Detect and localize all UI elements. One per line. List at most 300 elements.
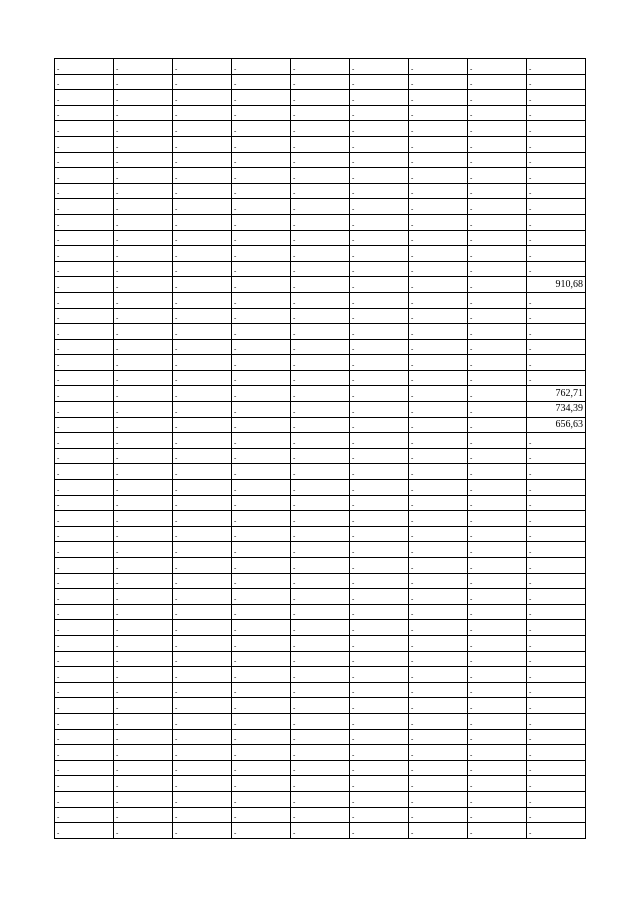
table-row xyxy=(55,635,586,651)
table-row xyxy=(55,308,586,324)
table-cell: - xyxy=(55,791,114,807)
table-row xyxy=(55,152,586,168)
table-cell: - xyxy=(409,651,468,667)
table-cell: - xyxy=(468,152,527,168)
table-row xyxy=(55,464,586,480)
table-cell: - xyxy=(232,261,291,277)
table-cell: - xyxy=(409,573,468,589)
table-cell: - xyxy=(409,121,468,137)
table-row xyxy=(55,277,586,293)
table-cell: - xyxy=(527,292,586,308)
table-row xyxy=(55,651,586,667)
table-cell: - xyxy=(291,370,350,386)
table-cell: - xyxy=(409,355,468,371)
table-cell: - xyxy=(409,558,468,574)
table-cell: - xyxy=(173,526,232,542)
table-cell: - xyxy=(468,807,527,823)
table-cell: - xyxy=(114,105,173,121)
table-row xyxy=(55,495,586,511)
table-cell: - xyxy=(350,324,409,340)
table-cell: - xyxy=(409,635,468,651)
table-cell: - xyxy=(291,542,350,558)
table-cell: - xyxy=(350,558,409,574)
table-cell: - xyxy=(55,620,114,636)
table-cell: - xyxy=(468,558,527,574)
table-cell: - xyxy=(55,199,114,215)
table-cell: - xyxy=(232,682,291,698)
table-cell: - xyxy=(350,573,409,589)
table-cell: - xyxy=(409,90,468,106)
table-cell: - xyxy=(232,745,291,761)
table-cell: - xyxy=(350,433,409,449)
table-cell: - xyxy=(114,417,173,433)
table-cell: - xyxy=(173,511,232,527)
table-cell: - xyxy=(173,682,232,698)
table-cell: - xyxy=(468,230,527,246)
table-cell: - xyxy=(468,339,527,355)
table-cell: - xyxy=(114,59,173,75)
table-cell: - xyxy=(232,339,291,355)
table-row xyxy=(55,791,586,807)
table-cell: - xyxy=(350,261,409,277)
table-cell: - xyxy=(468,448,527,464)
table-cell: - xyxy=(173,713,232,729)
table-row xyxy=(55,776,586,792)
table-cell: - xyxy=(173,90,232,106)
table-cell: - xyxy=(173,355,232,371)
table-cell: - xyxy=(350,246,409,262)
table-cell: - xyxy=(409,698,468,714)
table-cell: - xyxy=(350,464,409,480)
table-cell: - xyxy=(409,339,468,355)
table-cell: - xyxy=(468,386,527,402)
table-cell: - xyxy=(114,308,173,324)
table-cell: - xyxy=(527,121,586,137)
table-cell: - xyxy=(409,433,468,449)
table-cell: - xyxy=(350,480,409,496)
table-cell: - xyxy=(232,152,291,168)
table-cell: - xyxy=(232,214,291,230)
table-cell: - xyxy=(468,402,527,418)
table-cell: - xyxy=(55,246,114,262)
table-cell: - xyxy=(173,589,232,605)
table-cell: - xyxy=(114,183,173,199)
table-cell: - xyxy=(291,433,350,449)
table-cell: - xyxy=(55,339,114,355)
table-row xyxy=(55,620,586,636)
table-row xyxy=(55,682,586,698)
table-cell: - xyxy=(232,277,291,293)
table-cell: - xyxy=(291,495,350,511)
table-cell: - xyxy=(291,199,350,215)
table-cell: - xyxy=(350,511,409,527)
table-cell: - xyxy=(468,698,527,714)
table-cell: - xyxy=(55,573,114,589)
table-cell: - xyxy=(291,417,350,433)
table-cell: - xyxy=(55,558,114,574)
table-cell: - xyxy=(350,199,409,215)
table-cell: - xyxy=(409,480,468,496)
table-cell: - xyxy=(468,370,527,386)
table-cell: - xyxy=(55,542,114,558)
table-cell: - xyxy=(55,604,114,620)
table-cell: - xyxy=(350,168,409,184)
table-cell: - xyxy=(468,635,527,651)
table-cell: - xyxy=(409,277,468,293)
table-cell: - xyxy=(291,776,350,792)
table-cell: - xyxy=(291,246,350,262)
table-cell: - xyxy=(232,136,291,152)
table-cell: - xyxy=(232,386,291,402)
table-cell: - xyxy=(291,277,350,293)
table-cell: - xyxy=(55,713,114,729)
table-cell: - xyxy=(232,698,291,714)
table-cell: - xyxy=(114,402,173,418)
table-cell: - xyxy=(114,511,173,527)
table-row xyxy=(55,230,586,246)
table-cell: - xyxy=(350,105,409,121)
table-row xyxy=(55,480,586,496)
table-cell: - xyxy=(527,667,586,683)
table-cell: - xyxy=(527,199,586,215)
table-cell: - xyxy=(350,183,409,199)
table-cell: - xyxy=(114,745,173,761)
table-cell: - xyxy=(350,713,409,729)
table-cell: - xyxy=(55,651,114,667)
table-row xyxy=(55,386,586,402)
table-body xyxy=(55,59,586,839)
table-row xyxy=(55,402,586,418)
table-row xyxy=(55,136,586,152)
table-cell: - xyxy=(173,760,232,776)
table-cell: - xyxy=(55,402,114,418)
table-cell: - xyxy=(55,823,114,839)
table-cell: - xyxy=(291,573,350,589)
table-cell: - xyxy=(232,776,291,792)
table-cell: - xyxy=(114,324,173,340)
table-cell: - xyxy=(232,402,291,418)
table-row xyxy=(55,713,586,729)
table-row xyxy=(55,355,586,371)
table-cell: - xyxy=(173,214,232,230)
table-cell: - xyxy=(232,620,291,636)
table-cell: - xyxy=(409,136,468,152)
table-cell: - xyxy=(350,152,409,168)
table-cell: - xyxy=(291,464,350,480)
table-cell: - xyxy=(468,604,527,620)
table-cell: - xyxy=(409,168,468,184)
table-cell: - xyxy=(114,121,173,137)
table-cell: - xyxy=(468,90,527,106)
table-row xyxy=(55,823,586,839)
table-cell: - xyxy=(350,90,409,106)
table-cell: - xyxy=(291,698,350,714)
table-cell: - xyxy=(409,542,468,558)
table-cell: - xyxy=(350,355,409,371)
table-cell: - xyxy=(409,292,468,308)
table-cell: - xyxy=(409,183,468,199)
table-cell: 734,39 xyxy=(527,402,586,418)
table-cell: - xyxy=(527,261,586,277)
table-cell: - xyxy=(114,542,173,558)
table-cell: - xyxy=(173,183,232,199)
table-cell: - xyxy=(409,246,468,262)
table-cell: - xyxy=(232,480,291,496)
table-cell: - xyxy=(527,246,586,262)
table-cell: - xyxy=(409,791,468,807)
table-row xyxy=(55,698,586,714)
table-cell: - xyxy=(232,105,291,121)
table-cell: - xyxy=(527,604,586,620)
table-cell: - xyxy=(173,791,232,807)
table-cell: - xyxy=(291,760,350,776)
table-row xyxy=(55,526,586,542)
table-cell: - xyxy=(232,464,291,480)
table-cell: - xyxy=(527,760,586,776)
table-row xyxy=(55,74,586,90)
table-row xyxy=(55,745,586,761)
table-cell: - xyxy=(409,152,468,168)
table-cell: - xyxy=(527,339,586,355)
table-cell: - xyxy=(55,292,114,308)
table-cell: - xyxy=(350,417,409,433)
table-cell: - xyxy=(409,370,468,386)
table-cell: - xyxy=(527,511,586,527)
table-cell: - xyxy=(350,214,409,230)
table-cell: - xyxy=(468,74,527,90)
table-cell: - xyxy=(291,729,350,745)
table-cell: - xyxy=(409,760,468,776)
table-cell: - xyxy=(173,823,232,839)
table-cell: - xyxy=(55,277,114,293)
table-cell: - xyxy=(55,495,114,511)
table-cell: - xyxy=(114,620,173,636)
table-cell: - xyxy=(527,651,586,667)
table-cell: - xyxy=(232,558,291,574)
table-cell: - xyxy=(232,324,291,340)
table-cell: - xyxy=(409,199,468,215)
table-cell: - xyxy=(114,589,173,605)
table-cell: - xyxy=(291,105,350,121)
table-cell: - xyxy=(173,339,232,355)
table-cell: - xyxy=(527,542,586,558)
table-cell: - xyxy=(55,136,114,152)
table-cell: - xyxy=(291,791,350,807)
table-cell: - xyxy=(527,152,586,168)
table-cell: - xyxy=(232,589,291,605)
table-cell: - xyxy=(173,308,232,324)
table-cell: - xyxy=(468,355,527,371)
table-row xyxy=(55,261,586,277)
table-cell: - xyxy=(350,59,409,75)
table-cell: - xyxy=(55,308,114,324)
table-cell: - xyxy=(291,713,350,729)
table-cell: - xyxy=(114,495,173,511)
table-cell: - xyxy=(350,776,409,792)
table-cell: - xyxy=(55,121,114,137)
table-cell: - xyxy=(55,635,114,651)
table-cell: - xyxy=(468,713,527,729)
table-cell: - xyxy=(527,480,586,496)
table-cell: - xyxy=(173,620,232,636)
table-cell: - xyxy=(114,433,173,449)
table-cell: - xyxy=(114,573,173,589)
table-cell: - xyxy=(350,308,409,324)
table-cell: - xyxy=(114,464,173,480)
table-cell: - xyxy=(291,620,350,636)
table-row xyxy=(55,90,586,106)
table-cell: - xyxy=(232,199,291,215)
table-cell: - xyxy=(291,402,350,418)
table-cell: - xyxy=(409,59,468,75)
table-cell: - xyxy=(173,230,232,246)
table-cell: - xyxy=(173,558,232,574)
table-cell: - xyxy=(114,339,173,355)
table-cell: - xyxy=(55,90,114,106)
table-cell: - xyxy=(350,620,409,636)
table-cell: - xyxy=(114,558,173,574)
table-cell: - xyxy=(291,339,350,355)
table-cell: - xyxy=(350,370,409,386)
table-cell: - xyxy=(232,292,291,308)
table-cell: - xyxy=(468,214,527,230)
table-cell: - xyxy=(350,651,409,667)
table-cell: - xyxy=(173,105,232,121)
table-cell: - xyxy=(409,448,468,464)
table-cell: - xyxy=(291,74,350,90)
table-cell: - xyxy=(114,713,173,729)
table-cell: - xyxy=(350,760,409,776)
table-cell: - xyxy=(350,745,409,761)
table-cell: - xyxy=(350,230,409,246)
table-cell: - xyxy=(232,59,291,75)
table-cell: - xyxy=(173,121,232,137)
table-cell: - xyxy=(114,729,173,745)
table-cell: - xyxy=(173,495,232,511)
table-cell: - xyxy=(527,230,586,246)
table-cell: - xyxy=(409,682,468,698)
table-row xyxy=(55,511,586,527)
table-row xyxy=(55,292,586,308)
table-cell: - xyxy=(527,729,586,745)
table-cell: - xyxy=(409,667,468,683)
table-cell: - xyxy=(527,635,586,651)
table-cell: - xyxy=(409,807,468,823)
table-cell: - xyxy=(55,464,114,480)
table-cell: - xyxy=(173,745,232,761)
table-row xyxy=(55,324,586,340)
table-cell: - xyxy=(468,199,527,215)
table-cell: - xyxy=(468,729,527,745)
table-row xyxy=(55,558,586,574)
table-cell: - xyxy=(468,791,527,807)
table-cell: - xyxy=(114,136,173,152)
table-cell: - xyxy=(468,246,527,262)
table-cell: - xyxy=(527,791,586,807)
table-cell: - xyxy=(468,573,527,589)
table-row xyxy=(55,448,586,464)
table-cell: - xyxy=(173,433,232,449)
table-cell: - xyxy=(55,152,114,168)
table-cell: - xyxy=(291,651,350,667)
table-cell: - xyxy=(409,214,468,230)
table-cell: - xyxy=(114,355,173,371)
table-row xyxy=(55,573,586,589)
table-cell: - xyxy=(114,760,173,776)
table-cell: - xyxy=(232,246,291,262)
table-cell: - xyxy=(173,635,232,651)
table-cell: - xyxy=(114,651,173,667)
table-cell: - xyxy=(232,90,291,106)
table-row xyxy=(55,105,586,121)
table-cell: - xyxy=(55,776,114,792)
table-cell: - xyxy=(173,651,232,667)
table-cell: - xyxy=(55,324,114,340)
table-cell: - xyxy=(232,823,291,839)
table-cell: - xyxy=(409,324,468,340)
table-cell: - xyxy=(468,760,527,776)
table-row xyxy=(55,604,586,620)
table-cell: - xyxy=(173,386,232,402)
table-cell: - xyxy=(409,589,468,605)
table-row xyxy=(55,433,586,449)
table-cell: - xyxy=(350,526,409,542)
table-cell: - xyxy=(55,386,114,402)
table-cell: - xyxy=(468,136,527,152)
table-cell: - xyxy=(409,620,468,636)
table-cell: - xyxy=(173,74,232,90)
table-cell: - xyxy=(350,682,409,698)
table-row xyxy=(55,183,586,199)
table-cell: - xyxy=(468,745,527,761)
table-cell: - xyxy=(468,542,527,558)
table-cell: - xyxy=(409,823,468,839)
table-cell: - xyxy=(173,604,232,620)
table-cell: - xyxy=(114,199,173,215)
table-cell: - xyxy=(55,370,114,386)
table-row xyxy=(55,370,586,386)
table-row xyxy=(55,339,586,355)
table-cell: - xyxy=(55,682,114,698)
table-cell: - xyxy=(232,526,291,542)
table-cell: - xyxy=(350,277,409,293)
table-cell: - xyxy=(409,386,468,402)
table-row xyxy=(55,199,586,215)
table-cell: - xyxy=(55,667,114,683)
table-cell: - xyxy=(350,121,409,137)
table-cell: - xyxy=(468,667,527,683)
table-row xyxy=(55,417,586,433)
table-cell: - xyxy=(468,480,527,496)
table-cell: - xyxy=(527,370,586,386)
table-cell: - xyxy=(114,667,173,683)
table-cell: - xyxy=(409,713,468,729)
table-cell: - xyxy=(527,745,586,761)
table-cell: - xyxy=(350,402,409,418)
table-cell: - xyxy=(527,74,586,90)
table-cell: - xyxy=(350,136,409,152)
table-cell: - xyxy=(350,448,409,464)
table-cell: - xyxy=(468,261,527,277)
table-cell: - xyxy=(350,589,409,605)
table-cell: - xyxy=(350,339,409,355)
table-cell: - xyxy=(55,729,114,745)
table-cell: - xyxy=(114,261,173,277)
table-cell: - xyxy=(468,495,527,511)
table-row xyxy=(55,59,586,75)
table-cell: - xyxy=(232,168,291,184)
table-cell: - xyxy=(173,277,232,293)
